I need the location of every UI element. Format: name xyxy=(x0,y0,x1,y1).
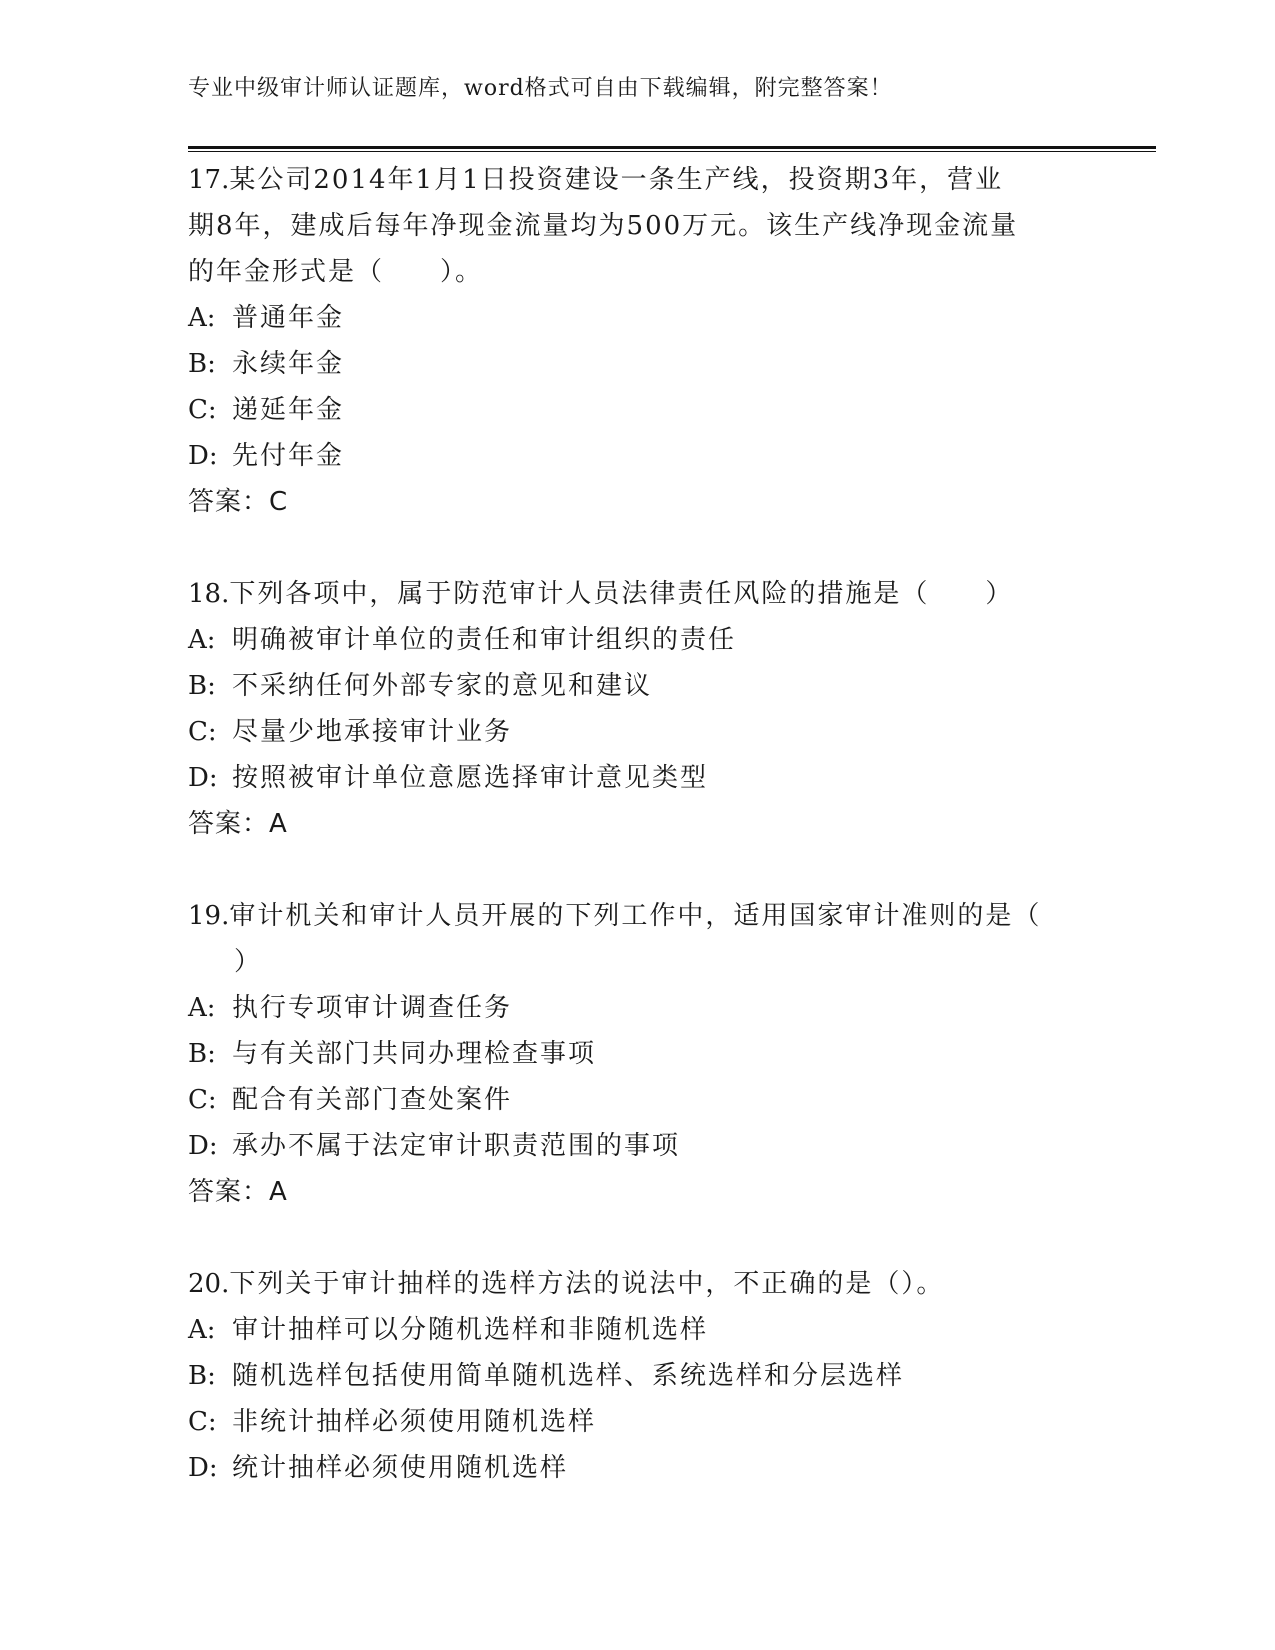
option-key: D: xyxy=(188,441,218,471)
option-key: C: xyxy=(188,1085,217,1115)
option-b xyxy=(188,1031,1088,1077)
option-text: 递延年金 xyxy=(232,395,345,425)
option-d xyxy=(188,433,1088,479)
option-text: 永续年金 xyxy=(232,349,345,379)
stem-line: 期8年，建成后每年净现金流量均为500万元。该生产线净现金流量 xyxy=(188,211,1019,241)
question-number: 20. xyxy=(188,1269,230,1299)
stem-line: 的年金形式是（ ）。 xyxy=(188,257,484,287)
option-b xyxy=(188,1353,1088,1399)
question-list xyxy=(188,157,1088,1491)
option-a xyxy=(188,1307,1088,1353)
option-d xyxy=(188,755,1088,801)
question-19 xyxy=(188,893,1088,1215)
option-key: A: xyxy=(188,303,216,333)
option-key: C: xyxy=(188,1407,217,1437)
option-key: D: xyxy=(188,1453,218,1483)
page-header: 专业中级审计师认证题库，word格式可自由下载编辑，附完整答案！ xyxy=(188,76,893,101)
option-a xyxy=(188,295,1088,341)
option-key: B: xyxy=(188,349,216,379)
stem-line: 下列各项中，属于防范审计人员法律责任风险的措施是（ ） xyxy=(229,579,1014,609)
option-key: D: xyxy=(188,1131,218,1161)
stem-line: ） xyxy=(234,947,263,977)
option-text: 按照被审计单位意愿选择审计意见类型 xyxy=(232,763,709,793)
question-number: 18. xyxy=(188,579,230,609)
option-key: C: xyxy=(188,395,217,425)
option-key: A: xyxy=(188,625,216,655)
option-key: A: xyxy=(188,1315,216,1345)
option-c xyxy=(188,1077,1088,1123)
question-stem xyxy=(188,157,1088,203)
option-key: C: xyxy=(188,717,217,747)
header-rule-thin xyxy=(188,151,1156,152)
option-key: B: xyxy=(188,671,216,701)
option-key: D: xyxy=(188,763,218,793)
option-b xyxy=(188,341,1088,387)
option-text: 尽量少地承接审计业务 xyxy=(232,717,513,747)
question-18 xyxy=(188,571,1088,847)
option-c xyxy=(188,709,1088,755)
option-text: 配合有关部门查处案件 xyxy=(232,1085,513,1115)
option-d xyxy=(188,1123,1088,1169)
question-stem xyxy=(188,571,1088,617)
stem-line: 某公司2014年1月1日投资建设一条生产线，投资期3年，营业 xyxy=(229,165,1004,195)
option-text: 不采纳任何外部专家的意见和建议 xyxy=(232,671,653,701)
option-key: A: xyxy=(188,993,216,1023)
question-stem xyxy=(188,893,1088,939)
option-c xyxy=(188,387,1088,433)
option-b xyxy=(188,663,1088,709)
question-17 xyxy=(188,157,1088,525)
option-text: 随机选样包括使用简单随机选样、系统选样和分层选样 xyxy=(232,1361,905,1391)
question-number: 19. xyxy=(188,901,230,931)
option-text: 统计抽样必须使用随机选样 xyxy=(232,1453,569,1483)
stem-line: 下列关于审计抽样的选样方法的说法中，不正确的是（）。 xyxy=(229,1269,945,1299)
answer: 答案：A xyxy=(188,1177,288,1207)
option-text: 执行专项审计调查任务 xyxy=(232,993,513,1023)
option-a xyxy=(188,617,1088,663)
answer: 答案：A xyxy=(188,809,288,839)
option-text: 承办不属于法定审计职责范围的事项 xyxy=(232,1131,681,1161)
question-number: 17. xyxy=(188,165,230,195)
question-20 xyxy=(188,1261,1088,1491)
option-key: B: xyxy=(188,1361,216,1391)
header-rule-thick xyxy=(188,146,1156,149)
answer: 答案：C xyxy=(188,487,289,517)
option-text: 非统计抽样必须使用随机选样 xyxy=(232,1407,597,1437)
stem-line: 审计机关和审计人员开展的下列工作中，适用国家审计准则的是（ xyxy=(229,901,1042,931)
option-d xyxy=(188,1445,1088,1491)
option-text: 明确被审计单位的责任和审计组织的责任 xyxy=(232,625,737,655)
option-c xyxy=(188,1399,1088,1445)
option-text: 先付年金 xyxy=(232,441,345,471)
option-text: 与有关部门共同办理检查事项 xyxy=(232,1039,597,1069)
option-text: 审计抽样可以分随机选样和非随机选样 xyxy=(232,1315,709,1345)
option-key: B: xyxy=(188,1039,216,1069)
option-a xyxy=(188,985,1088,1031)
question-stem xyxy=(188,1261,1088,1307)
option-text: 普通年金 xyxy=(232,303,345,333)
